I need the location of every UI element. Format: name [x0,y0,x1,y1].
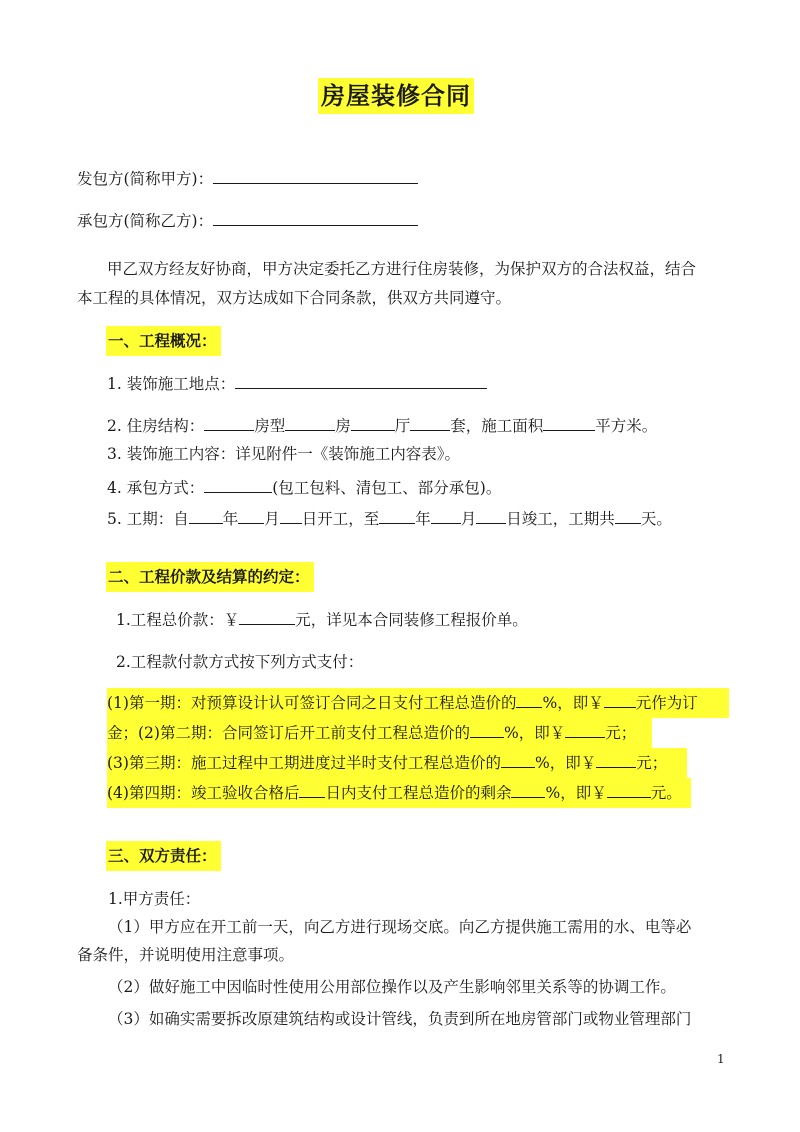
end-year-text: 年 [415,510,431,528]
start-day-blank[interactable] [280,505,302,524]
rooms-text: 房 [335,417,351,435]
payment-2-percent-blank[interactable] [470,719,504,738]
s1-item-2-label: 2. 住房结构： [107,417,205,435]
start-text: 日开工，至 [301,510,380,528]
payment-3-text: (3)第三期：施工过程中工期进度过半时支付工程总造价的 [107,754,501,772]
payment-1-suffix: 元作为订 [635,694,698,712]
payment-2-suffix: 元； [605,724,637,742]
page-number: 1 [717,1052,725,1066]
s1-item-3: 3. 装饰施工内容：详见附件一《装饰施工内容表》。 [107,445,460,463]
party-b-label: 承包方(简称乙方)： [77,212,214,230]
party-a-line [77,165,418,191]
payment-4-mid-text: 日内支付工程总造价的剩余 [325,784,512,802]
s1-item-5 [107,505,672,531]
payment-2-text: 金；(2)第二期：合同签订后开工前支付工程总造价的 [107,724,470,742]
contract-mode-blank[interactable] [204,474,272,493]
start-year-text: 年 [222,510,239,528]
end-month-blank[interactable] [431,505,461,524]
contract-mode-options: (包工包料、清包工、部分承包)。 [272,479,502,497]
s3-p2: （2）做好施工中因临时性使用公用部位操作以及产生影响邻里关系等的协调工作。 [108,978,676,996]
s3-p1-line-2: 备条件，并说明使用注意事项。 [77,946,295,964]
payment-row-4 [107,778,691,808]
payment-4-suffix: 元。 [650,784,682,802]
s3-sub-1: 1.甲方责任： [108,890,201,908]
party-b-line [77,207,418,233]
party-a-label: 发包方(简称甲方)： [77,170,214,188]
area-prefix-text: 套，施工面积 [450,417,544,435]
s1-item-1 [107,370,487,396]
duration-blank[interactable] [615,505,641,524]
s3-p1-line-1: （1）甲方应在开工前一天，向乙方进行现场交底。向乙方提供施工需用的水、电等必 [108,918,692,936]
s1-item-1-label: 1. 装饰施工地点： [107,375,236,393]
payment-2-amount-label: %，即￥ [503,724,566,742]
s2-item-2: 2.工程款付款方式按下列方式支付： [116,653,364,671]
days-text: 天。 [640,510,672,528]
page-title: 房屋装修合同 [318,78,474,114]
payment-1-percent-blank[interactable] [516,689,542,708]
payment-3-percent-blank[interactable] [501,749,535,768]
payment-3-amount-label: %，即￥ [534,754,597,772]
sets-blank[interactable] [410,412,450,431]
payment-row-3 [107,748,687,778]
payment-4-percent-blank[interactable] [511,779,545,798]
end-month-text: 月 [460,510,477,528]
room-type-blank[interactable] [204,412,254,431]
payment-1-amount-blank[interactable] [604,689,636,708]
payment-4-text: (4)第四期：竣工验收合格后 [107,784,300,802]
end-day-blank[interactable] [476,505,506,524]
end-text: 日竣工，工期共 [506,510,615,528]
total-price-label: 1.工程总价款：￥ [116,611,240,629]
payment-1-text: (1)第一期：对预算设计认可签订合同之日支付工程总造价的 [107,694,517,712]
room-type-text: 房型 [254,417,286,435]
total-price-blank[interactable] [239,606,295,625]
payment-row-2 [107,718,652,748]
s3-p3: （3）如确实需要拆改原建筑结构或设计管线，负责到所在地房管部门或物业管理部门 [108,1010,692,1028]
total-price-suffix: 元，详见本合同装修工程报价单。 [295,611,528,629]
section-2-heading: 二、工程价款及结算的约定： [106,562,314,592]
area-unit-text: 平方米。 [595,417,658,435]
section-3-heading: 三、双方责任： [106,841,221,871]
party-a-blank[interactable] [213,165,418,184]
payment-4-amount-blank[interactable] [607,779,651,798]
payment-1-amount-label: %，即￥ [542,694,604,712]
section-1-heading: 一、工程概况： [106,326,221,356]
site-address-blank[interactable] [235,370,487,389]
party-b-blank[interactable] [213,207,418,226]
rooms-blank[interactable] [285,412,335,431]
intro-line-2: 本工程的具体情况，双方达成如下合同条款，供双方共同遵守。 [77,289,512,307]
end-year-blank[interactable] [379,505,415,524]
start-year-blank[interactable] [189,505,223,524]
intro-line-1: 甲乙双方经友好协商，甲方决定委托乙方进行住房装修，为保护双方的合法权益，结合 [107,260,697,278]
s1-item-4-label: 4. 承包方式： [107,479,205,497]
s1-item-4 [107,474,501,500]
s1-item-2 [107,412,657,438]
payment-3-suffix: 元； [636,754,668,772]
start-month-blank[interactable] [238,505,264,524]
halls-text: 厅 [394,417,411,435]
payment-4-amount-label: %，即￥ [545,784,607,802]
s2-item-1 [116,606,528,632]
payment-2-amount-blank[interactable] [565,719,605,738]
payment-4-days-blank[interactable] [299,779,325,798]
payment-3-amount-blank[interactable] [596,749,636,768]
area-blank[interactable] [543,412,595,431]
halls-blank[interactable] [351,412,395,431]
payment-row-1 [107,688,729,718]
start-month-text: 月 [264,510,280,528]
s1-item-5-label: 5. 工期：自 [107,510,189,528]
